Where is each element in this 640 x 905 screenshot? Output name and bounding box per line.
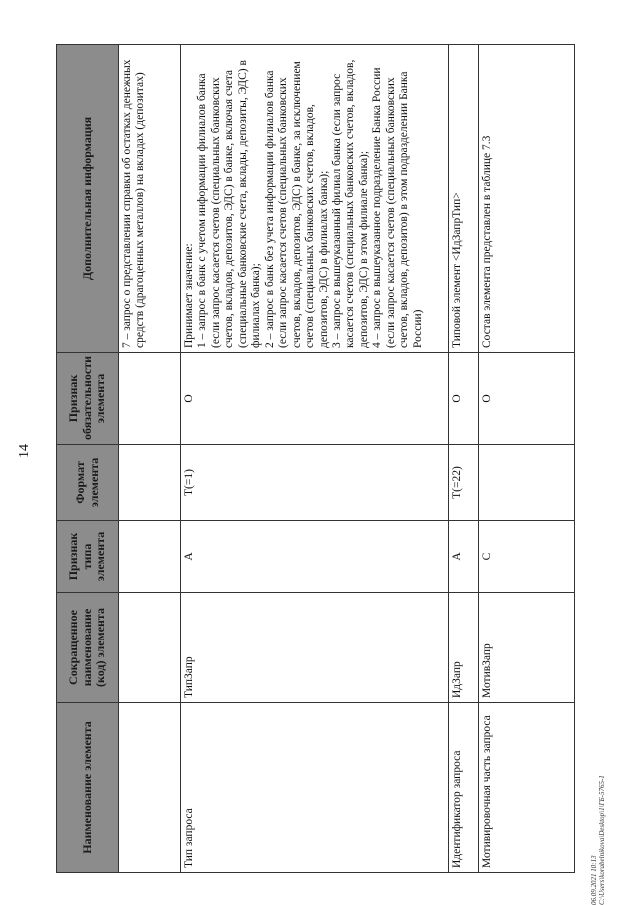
- header-row: [57, 45, 119, 873]
- cell-type: С: [479, 521, 575, 593]
- info-line: Состав элемента представлен в таблице 7.3: [481, 135, 493, 348]
- footer-path: C:\Users\korabelnikova\Desktop\1\ГБ-5765-1: [598, 775, 607, 905]
- cell-required: О: [449, 353, 479, 445]
- cell-info: [449, 45, 479, 353]
- header-format: Формат элемента: [57, 445, 119, 521]
- cell-code: [119, 593, 181, 703]
- info-line: 7 – запрос о представлении справки об остатках денежных средств (драгоценных металлов) на вкладах (депозитах): [121, 59, 147, 348]
- cell-name: Идентификатор запроса: [449, 703, 479, 873]
- header-required: Признак обязательности элемента: [57, 353, 119, 445]
- info-line: 3 – запрос в вышеуказанный филиал банка (если запрос касается счетов (специальных банковских счетов, вкладов, депозитов, ЭДС) в этом филиале банка);: [330, 59, 370, 348]
- file-footer: [590, 715, 607, 905]
- cell-format: Т(=1): [181, 445, 449, 521]
- cell-format: Т(=22): [449, 445, 479, 521]
- rotated-table-wrapper: [56, 45, 575, 873]
- info-line: 2 – запрос в банк без учета информации филиалов банка: [263, 70, 276, 348]
- cell-name: Тип запроса: [181, 703, 449, 873]
- table-row: [449, 45, 479, 873]
- page-number: 14: [17, 444, 32, 458]
- cell-required: [119, 353, 181, 445]
- info-line: (если запрос касается счетов (специальных банковских счетов, вкладов, депозитов, ЭДС) в банке, за исключением счетов (специальных банковских счетов, вкладов, депозитов, ЭДС) в филиалах банка);: [277, 61, 330, 348]
- info-line: 4 – запрос в вышеуказанное подразделение Банка России: [371, 67, 384, 348]
- table-row: [479, 45, 575, 873]
- table-row: [181, 45, 449, 873]
- footer-date: 06.09.2021 10:13: [590, 855, 598, 905]
- cell-format: [479, 445, 575, 521]
- info-line: 1 – запрос в банк с учетом информации филиалов банка: [196, 73, 209, 348]
- cell-type: [119, 521, 181, 593]
- cell-info: [479, 45, 575, 353]
- header-type: Признак типа элемента: [57, 521, 119, 593]
- elements-table: [56, 44, 575, 873]
- cell-required: О: [479, 353, 575, 445]
- cell-name: [119, 703, 181, 873]
- header-name: Наименование элемента: [57, 703, 119, 873]
- table-row: [119, 45, 181, 873]
- info-line: (если запрос касается счетов (специальных банковских счетов, вкладов, депозитов, ЭДС) в банке, включая счета (специальные банковские счета, вклады, депозиты, ЭДС) в филиалах банка);: [209, 60, 263, 348]
- header-info: Дополнительная информация: [57, 45, 119, 353]
- cell-type: А: [181, 521, 449, 593]
- cell-format: [119, 445, 181, 521]
- info-line: Типовой элемент <ИдЗапрТип>: [451, 192, 463, 348]
- cell-info: [119, 45, 181, 353]
- cell-required: О: [181, 353, 449, 445]
- info-line: Принимает значение:: [183, 243, 195, 348]
- cell-code: МотивЗапр: [479, 593, 575, 703]
- cell-name: Мотивировочная часть запроса: [479, 703, 575, 873]
- cell-type: А: [449, 521, 479, 593]
- info-line: (если запрос касается счетов (специальных банковских счетов, вкладов, депозитов) в этом подразделении Банка России): [384, 71, 424, 348]
- header-code: Сокращенное наименование (код) элемента: [57, 593, 119, 703]
- cell-code: ТипЗапр: [181, 593, 449, 703]
- cell-info: [181, 45, 449, 353]
- cell-code: ИдЗапр: [449, 593, 479, 703]
